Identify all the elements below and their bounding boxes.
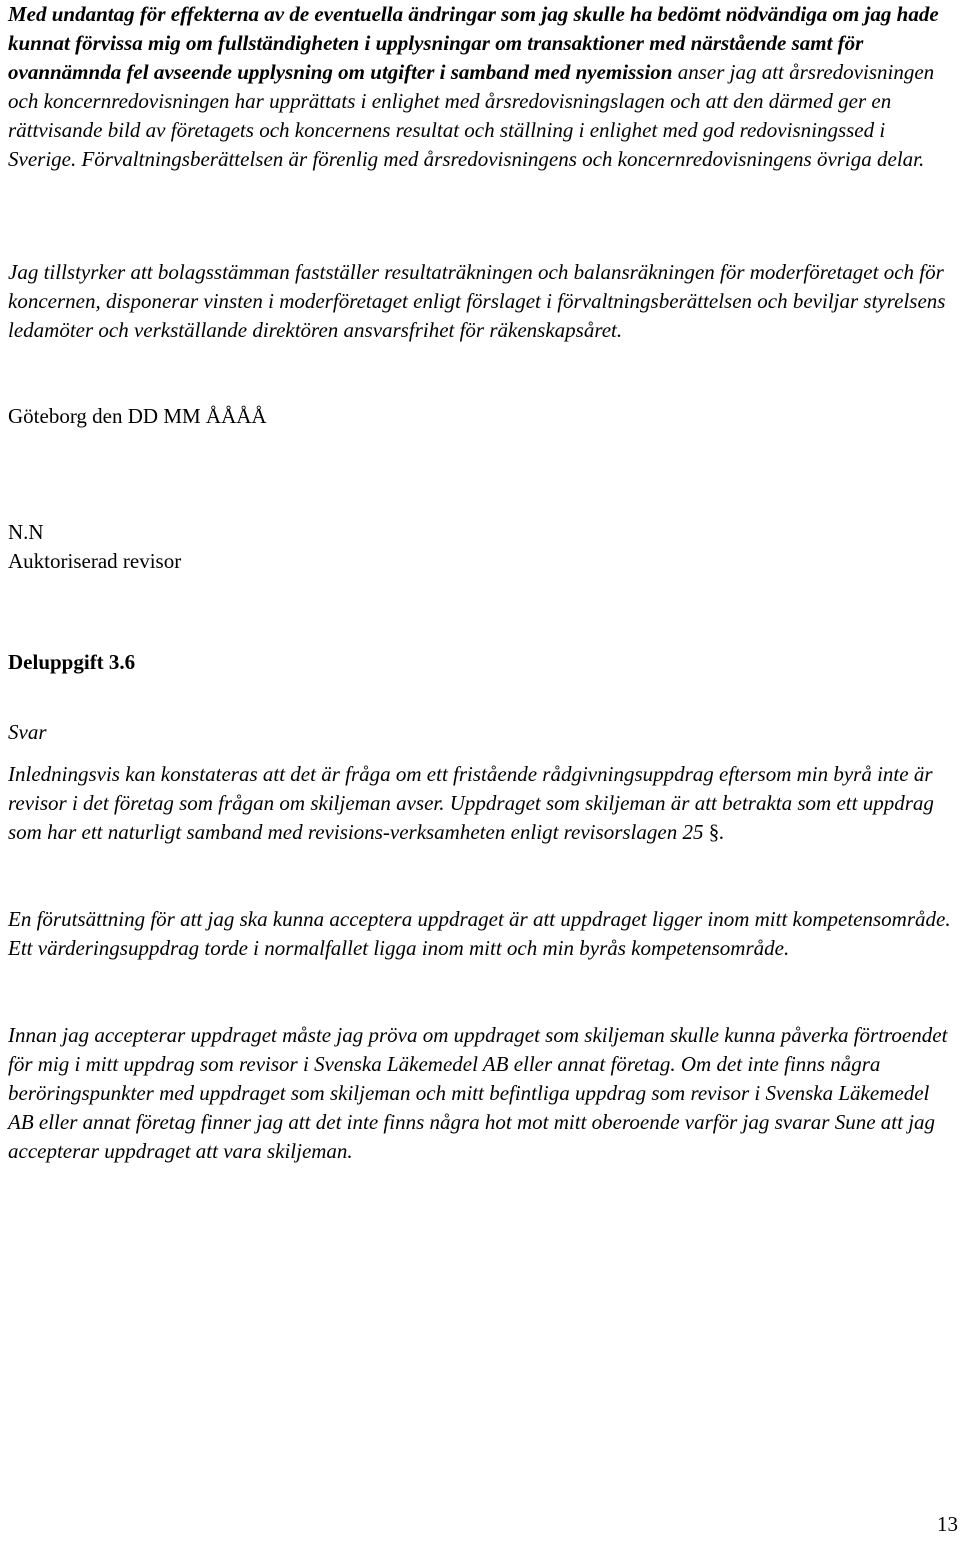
audit-opinion-paragraph xyxy=(8,0,954,174)
answer-label: Svar xyxy=(8,720,47,744)
answer-paragraph-1-end: . xyxy=(719,820,725,844)
opinion-text: anser jag att årsredovisningen och koncernredovisningen har upprättats i enlighet med årsredovisningslagen och att den därmed ger en rättvisande bild av företagets och koncernens resultat och ställning i enlighet med god redovisningssed i Sverige. Förvaltningsberättelsen är förenlig med årsredovisningens och koncernredovisningens övriga delar. xyxy=(8,60,935,171)
answer-paragraph-2: En förutsättning för att jag ska kunna acceptera uppdraget är att uppdraget ligger inom mitt kompetensområde. Ett värderingsuppdrag torde i normalfallet ligga inom mitt och min byrås kompetensområde. xyxy=(8,907,951,960)
section-heading: Deluppgift 3.6 xyxy=(8,650,136,674)
recommendation-paragraph: Jag tillstyrker att bolagsstämman fastställer resultaträkningen och balansräkningen för moderföretaget och för koncernen, disponerar vinsten i moderföretaget enligt förslaget i förvaltningsberättelsen och beviljar styrelsens ledamöter och verkställande direktören ansvarsfrihet för räkenskapsåret. xyxy=(8,260,946,342)
section-symbol: § xyxy=(708,820,720,844)
qualification-text: Med undantag för effekterna av de eventuella ändringar som jag skulle ha bedömt nödvändiga om jag hade kunnat förvissa mig om fullständigheten i upplysningar om transaktioner med närstående samt för ovannämnda fel avseende upplysning om utgifter i samband med nyemission xyxy=(8,2,939,84)
answer-paragraph-3: Innan jag accepterar uppdraget måste jag pröva om uppdraget som skiljeman skulle kunna påverka förtroendet för mig i mitt uppdrag som revisor i Svenska Läkemedel AB eller annat företag. Om det inte finns några beröringspunkter med uppdraget som skiljeman och mitt befintliga uppdrag som revisor i Svenska Läkemedel AB eller annat företag finner jag att det inte finns några hot mot mitt oberoende varför jag svarar Sune att jag accepterar uppdraget att vara skiljeman. xyxy=(8,1023,948,1163)
answer-paragraph-1 xyxy=(8,760,954,847)
page-number: 13 xyxy=(937,1512,958,1536)
answer-paragraph-1-text: Inledningsvis kan konstateras att det är fråga om ett fristående rådgivningsuppdrag eftersom min byrå inte är revisor i det företag som frågan om skiljeman avser. Uppdraget som skiljeman är att betrakta som ett uppdrag som har ett naturligt samband med revisions-verksamheten enligt revisorslagen 25 xyxy=(8,762,934,844)
signature-title: Auktoriserad revisor xyxy=(8,549,182,573)
signature-name: N.N xyxy=(8,520,44,544)
place-date: Göteborg den DD MM ÅÅÅÅ xyxy=(8,404,267,428)
